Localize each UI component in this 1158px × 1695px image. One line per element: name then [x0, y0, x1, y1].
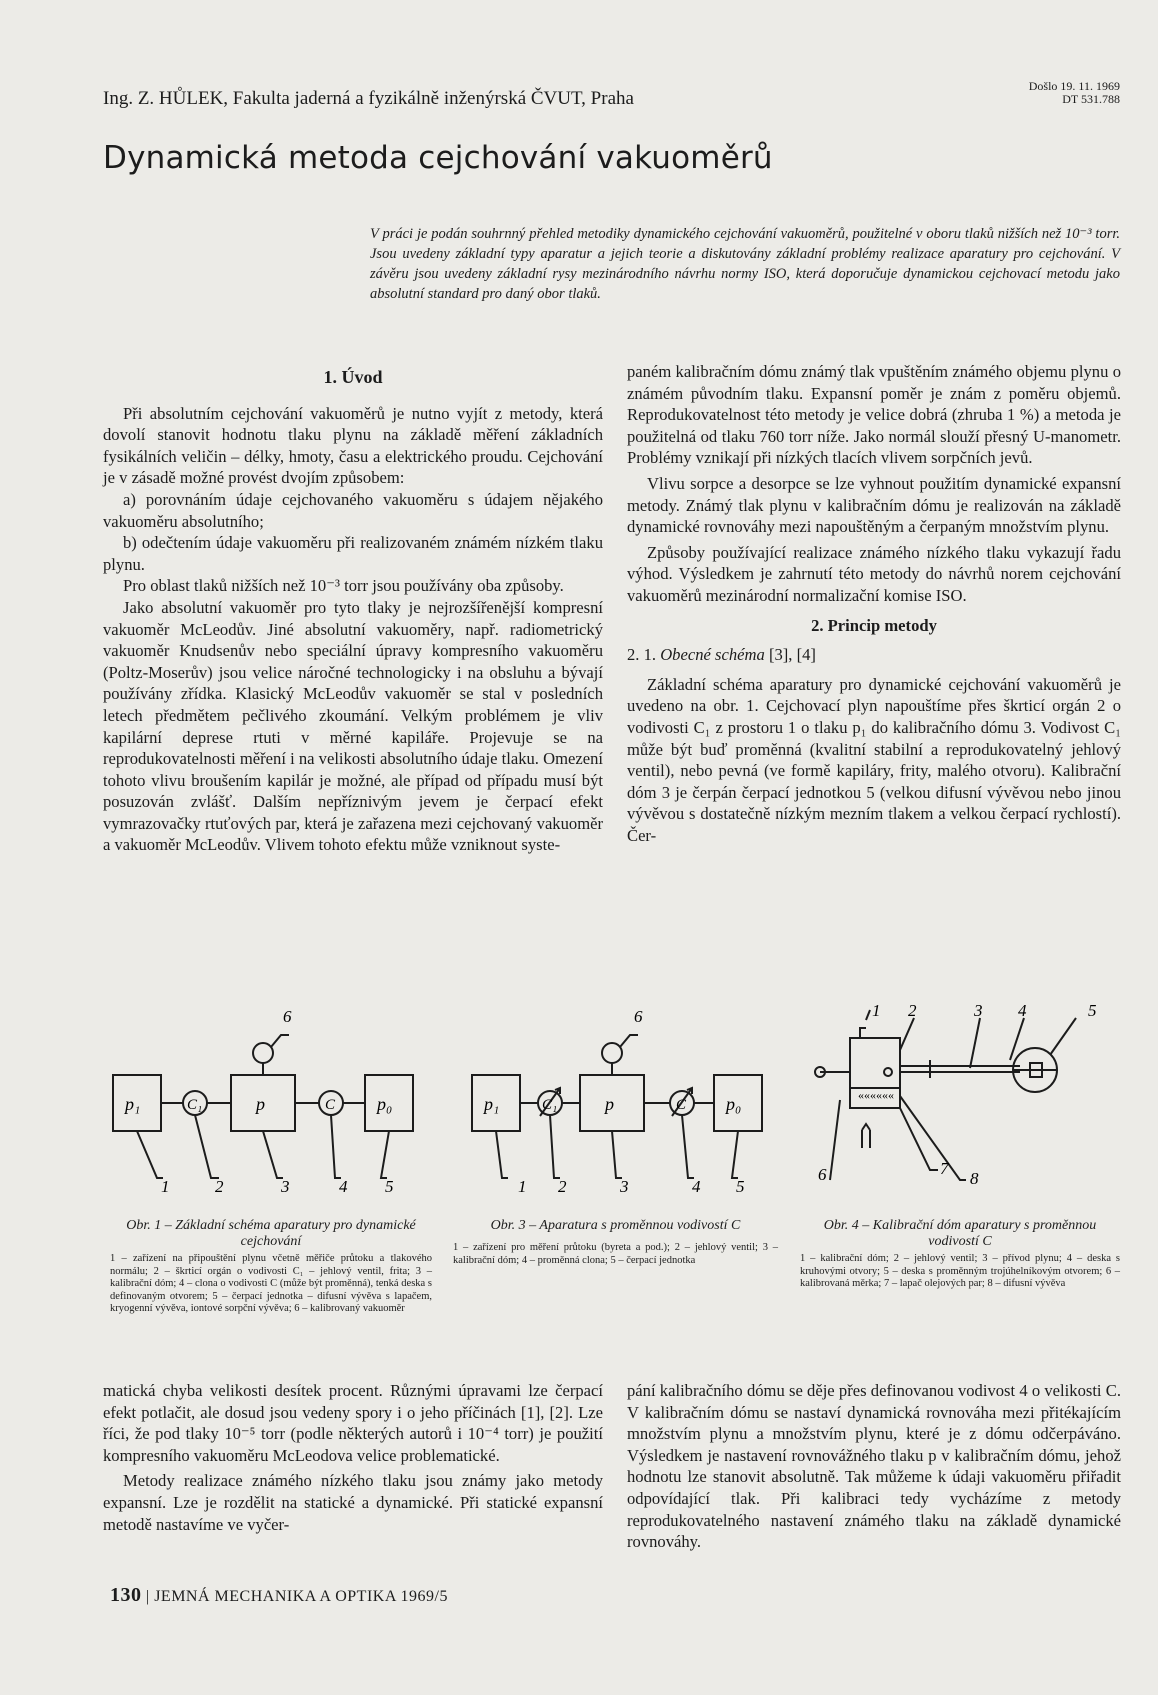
right-column [627, 361, 1121, 846]
figure-1-caption: Obr. 1 – Základní schéma aparatury pro dynamické cejchování [126, 1218, 416, 1249]
part-number: 2 [558, 1177, 567, 1196]
box-label: p [256, 1094, 265, 1114]
figure-1-diagram [103, 1000, 443, 1200]
section-heading-principle: 2. Princip metody [811, 615, 937, 635]
section-heading-intro: 1. Úvod [323, 367, 383, 387]
box-label: p₁ [484, 1094, 500, 1114]
page-footer [110, 1584, 448, 1607]
subheading-number: 2. 1. [627, 645, 657, 665]
journal-name: JEMNÁ MECHANIKA A OPTIKA 1969/5 [154, 1588, 448, 1605]
part-number: 1 [872, 1001, 881, 1020]
figure-3-caption: Obr. 3 – Aparatura s proměnnou vodivostí C [490, 1218, 741, 1233]
paragraph: Metody realizace známého nízkého tlaku jsou známy jako metody expansní. Lze je rozdělit na statické a dynamické. Při statické expansní metodě nastavíme ve vyčer- [103, 1471, 603, 1534]
figure-3-diagram [462, 1000, 792, 1200]
box-label: p [605, 1094, 614, 1114]
part-number: 4 [1018, 1001, 1027, 1020]
bottom-left-column [103, 1380, 603, 1535]
paragraph: Pro oblast tlaků nižších než 10⁻³ torr jsou používány oba způsoby. [123, 576, 564, 596]
list-item: b) odečtením údaje vakuoměru při realizovaném známém nízkém tlaku plynu. [103, 533, 603, 574]
figure-3-legend: 1 – zařízení pro měření průtoku (byreta a pod.); 2 – jehlový ventil; 3 – kalibrační dóm; 4 – proměnná clona; 5 – čerpací jednotka [453, 1242, 778, 1266]
part-number: 5 [736, 1177, 745, 1196]
box-label: C₁ [542, 1097, 558, 1113]
part-number: 5 [385, 1177, 394, 1196]
part-number: 3 [974, 1001, 983, 1020]
article-title: Dynamická metoda cejchování vakuoměrů [103, 140, 773, 176]
list-item: a) porovnáním údaje cejchovaného vakuoměru s údajem nějakého vakuoměru absolutního; [103, 489, 603, 531]
received-date: Došlo 19. 11. 1969 [1028, 79, 1120, 93]
paragraph: Základní schéma aparatury pro dynamické cejchování vakuoměrů je uvedeno na obr. 1. Cejchovací plyn napouštíme přes škrticí orgán 2 o vodivosti C₁ z prostoru 1 o tlaku p₁ do kalibračního dómu 3. Vodivost C₁ může být buď proměnná (kvalitní stabilní a reprodukovatelný jehlový ventil), nebo pevná (ve formě kapiláry, frity, malého otvoru). Kalibrační dóm 3 je čerpán čerpací jednotkou 5 (velkou difusní vývěvou nebo jinou vývěvou s dostatečně nízkým mezním tlakem a velkou čerpací rychlostí). Čer- [627, 674, 1121, 845]
figure-4-legend: 1 – kalibrační dóm; 2 – jehlový ventil; 3 – přívod plynu; 4 – deska s kruhovými otvory; 5 – deska s proměnným trojúhelníkovým otvorem; 6 – kalibrovaná měrka; 7 – lapač olejových par; 8 – difusní vývěva [800, 1253, 1120, 1289]
figure-4-caption: Obr. 4 – Kalibrační dóm aparatury s proměnnou vodivostí C [823, 1218, 1097, 1249]
box-label: p₀ [377, 1094, 393, 1114]
part-number: 5 [1088, 1001, 1097, 1020]
paragraph: Jako absolutní vakuoměr pro tyto tlaky je nejrozšířenější kompresní vakuoměr McLeodův. Jiné absolutní vakuoměry, např. radiometrický vakuoměr Knudsenův nebo speciální úpravy kompresního vakuoměru (Poltz-Moserův) jsou velice náročné technologicky i na obsluhu a bývají používány zřídka. Klasický McLeodův vakuoměr se stal v posledních letech předmětem pečlivého zkoumání. Velkým problémem je vliv kapilární deprese rtuti v měrné kapiláře. Projevuje se na reprodukovatelnosti měření i na velikosti absolutního údaje tlaku. Omezení tohoto vlivu broušením kapilár je možné, ale případ od případu musí být posuzován zvlášť. Dalším nepříznivým jevem je čerpací efekt vymrazovačky rtuťových par, která je zařazena mezi cejchovaný vakuoměr a vakuoměr McLeodův. Vlivem tohoto efektu může vzniknout syste- [103, 597, 603, 855]
subheading-refs: [3], [4] [768, 645, 816, 665]
subheading-text: Obecné schéma [660, 645, 765, 665]
box-label: p₁ [125, 1094, 141, 1114]
part-number: 2 [908, 1001, 917, 1020]
box-label: C [325, 1097, 336, 1113]
author-line: Ing. Z. HŮLEK, Fakulta jaderná a fyzikálně inženýrská ČVUT, Praha [103, 88, 634, 109]
figure-3-caption-block [453, 1218, 778, 1267]
paragraph: Způsoby používající realizace známého nízkého tlaku vykazují řadu výhod. Výsledkem je zahrnutí této metody do návrhů norem cejchování vakuoměrů mezinárodní normalizační komise ISO. [627, 542, 1121, 605]
bottom-right-column [627, 1380, 1121, 1553]
part-number: 3 [620, 1177, 629, 1196]
paragraph: matická chyba velikosti desítek procent. Různými úpravami lze čerpací efekt potlačit, ale dosud jsou vedeny spory i o jeho příčinách [1], [2]. Lze říci, že pod tlaky 10⁻⁵ torr (podle některých autorů i 10⁻⁴ torr) je použití kompresního vakuoměru McLeodova velice problematické. [103, 1381, 603, 1465]
received-info [1003, 80, 1120, 106]
part-number: 1 [518, 1177, 527, 1196]
part-number: 4 [339, 1177, 348, 1196]
part-number: 1 [161, 1177, 170, 1196]
paragraph: Vlivu sorpce a desorpce se lze vyhnout použitím dynamické expansní metody. Známý tlak plynu v kalibračním dómu je realizován na základě dynamické rovnováhy mezi napouštěným a čerpaným množstvím plynu. [627, 473, 1121, 537]
paragraph: paném kalibračním dómu známý tlak vpuštěním známého objemu plynu o známém původním tlaku. Expansní poměr je znám z poměru objemů. Reprodukovatelnost této metody je velice dobrá (zhruba 1 %) a metoda je použitelná od tlaku 760 torr níže. Jako normál slouží přesný U-manometr. Problémy vznikají při nízkých tlacích vlivem sorpčních jevů. [627, 362, 1121, 468]
paragraph: Při absolutním cejchování vakuoměrů je nutno vyjít z metody, která dovolí stanovit hodnotu tlaku plynu na základě měření základních fysikálních veličin – délky, hmoty, času a elektrického proudu. Cejchování je v zásadě možné provést dvojím způsobem: [103, 403, 603, 488]
box-label: C [676, 1097, 687, 1113]
box-label: C₁ [187, 1097, 203, 1113]
part-number: 2 [215, 1177, 224, 1196]
page-number: 130 [110, 1584, 142, 1606]
figure-4-caption-block [800, 1218, 1120, 1291]
subheading [627, 644, 1121, 666]
paragraph: pání kalibračního dómu se děje přes definovanou vodivost 4 o velikosti C. V kalibračním dómu se nastaví dynamická rovnováha mezi přitékajícím množstvím plynu a množstvím plynu, které je z dómu odčerpáváno. Výsledkem je nastavení rovnovážného tlaku p v kalibračním dómu, jehož hodnotu lze stanovit absolutně. Tak můžeme k údaji vakuoměru přiřadit odpovídající tlak. Při kalibraci tedy vycházíme z metody reprodukovatelného nastavení známého tlaku na základě dynamické rovnováhy. [627, 1381, 1121, 1552]
figure-1-legend: 1 – zařízení na připouštění plynu včetně měřiče průtoku a tlakového normálu; 2 – škrticí orgán o vodivosti C₁ – jehlový ventil, frita; 3 – kalibrační dóm; 4 – clona o vodivosti C (může být proměnná), tenká deska s definovaným otvorem; 5 – čerpací jednotka – difusní vývěva s lapačem, kryogenní vývěva, iontové sorpční vývěva; 6 – kalibrovaný vakuoměr [110, 1253, 432, 1314]
part-number: 6 [283, 1007, 292, 1026]
abstract: V práci je podán souhrnný přehled metodiky dynamického cejchování vakuoměrů, použitelné v oboru tlaků nižších než 10⁻³ torr. Jsou uvedeny základní typy aparatur a jejich teorie a diskutovány základní problémy realizace aparatury pro cejchování. V závěru jsou uvedeny základní rysy mezinárodního návrhu normy ISO, která doporučuje dynamickou cejchovací metodu jako absolutní standard pro daný obor tlaků. [370, 226, 1120, 302]
left-column [103, 367, 603, 856]
part-number: 3 [281, 1177, 290, 1196]
part-number: 7 [940, 1159, 949, 1178]
figure-1-caption-block [110, 1218, 432, 1316]
box-label: p₀ [726, 1094, 742, 1114]
part-number: 6 [818, 1165, 827, 1184]
part-number: 6 [634, 1007, 643, 1026]
figure-4-diagram [810, 1000, 1120, 1200]
part-number: 8 [970, 1169, 979, 1188]
udc-code: DT 531.788 [1062, 92, 1120, 106]
part-number: 4 [692, 1177, 701, 1196]
plate-openings-icon: «««««« [858, 1088, 894, 1102]
footer-divider: | [146, 1588, 155, 1605]
